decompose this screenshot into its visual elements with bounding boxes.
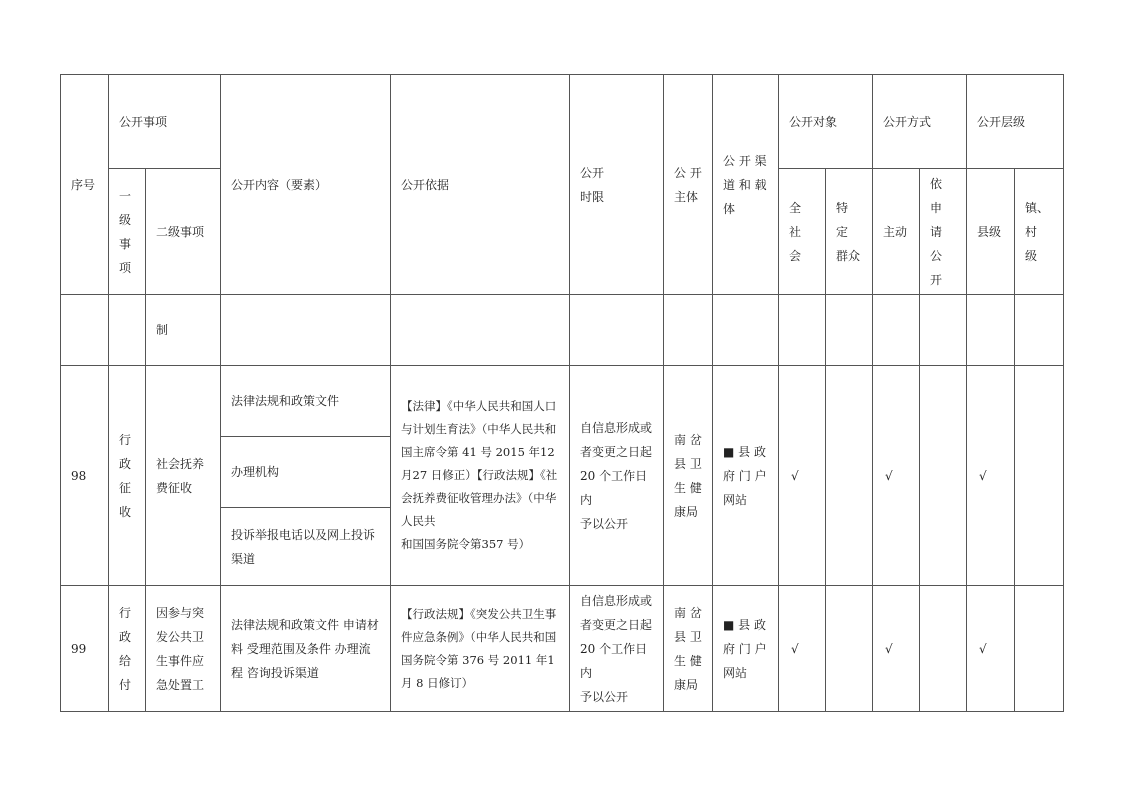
header-method-active: 主动 <box>873 169 920 295</box>
check-county: √ <box>967 366 1015 586</box>
header-target-all: 全 社 会 <box>779 169 826 295</box>
row-content: 办理机构 <box>221 437 391 508</box>
continuation-level2: 制 <box>146 295 221 366</box>
header-method-apply: 依 申 请 公 开 <box>920 169 967 295</box>
check-specific <box>826 586 873 712</box>
header-public-items: 公开事项 <box>109 75 221 169</box>
header-content: 公开内容（要素） <box>221 75 391 295</box>
header-target: 公开对象 <box>779 75 873 169</box>
row-time-limit: 自信息形成或 者变更之日起 20 个工作日内 予以公开 <box>570 586 664 712</box>
row-channel: ■ 县 政 府 门 户 网站 <box>713 586 779 712</box>
table-row <box>61 586 1064 712</box>
row-level1: 行 政 征 收 <box>109 366 146 586</box>
row-level1: 行 政 给 付 <box>109 586 146 712</box>
header-row-1 <box>61 75 1064 169</box>
header-level-county: 县级 <box>967 169 1015 295</box>
row-basis: 【行政法规】《突发公共卫生事 件应急条例》（中华人民共和国 国务院令第 376 号 2011 年1 月 8 日修订） <box>391 586 570 712</box>
row-level2: 因参与突 发公共卫 生事件应 急处置工 <box>146 586 221 712</box>
header-channel: 公 开 渠 道 和 载 体 <box>713 75 779 295</box>
row-content: 法律法规和政策文件 <box>221 366 391 437</box>
check-all: √ <box>779 586 826 712</box>
header-level: 公开层级 <box>967 75 1064 169</box>
check-town <box>1015 586 1064 712</box>
check-active: √ <box>873 366 920 586</box>
row-content: 投诉举报电话以及网上投诉 渠道 <box>221 508 391 586</box>
row-seq: 98 <box>61 366 109 586</box>
row-subject: 南 岔 县 卫 生 健 康局 <box>664 366 713 586</box>
header-level2: 二级事项 <box>146 169 221 295</box>
header-seq: 序号 <box>61 75 109 295</box>
check-town <box>1015 366 1064 586</box>
check-apply <box>920 366 967 586</box>
header-basis: 公开依据 <box>391 75 570 295</box>
row-subject: 南 岔 县 卫 生 健 康局 <box>664 586 713 712</box>
row-content: 法律法规和政策文件 申请材 料 受理范围及条件 办理流 程 咨询投诉渠道 <box>221 586 391 712</box>
disclosure-table <box>60 74 1064 712</box>
check-apply <box>920 586 967 712</box>
header-method: 公开方式 <box>873 75 967 169</box>
header-level-town: 镇、 村 级 <box>1015 169 1064 295</box>
row-time-limit: 自信息形成或 者变更之日起 20 个工作日内 予以公开 <box>570 366 664 586</box>
table-row <box>61 366 1064 437</box>
check-specific <box>826 366 873 586</box>
header-subject: 公 开 主体 <box>664 75 713 295</box>
row-basis: 【法律】《中华人民共和国人口 与计划生育法》（中华人民共和 国主席令第 41 号 2015 年12 月27 日修正）【行政法规】《社 会抚养费征收管理办法》（中华人民共 和国国务院令第357 号） <box>391 366 570 586</box>
check-active: √ <box>873 586 920 712</box>
header-target-specific: 特 定 群众 <box>826 169 873 295</box>
row-level2: 社会抚养 费征收 <box>146 366 221 586</box>
header-time-limit: 公开 时限 <box>570 75 664 295</box>
row-seq: 99 <box>61 586 109 712</box>
header-level1: 一 级 事 项 <box>109 169 146 295</box>
row-channel: ■ 县 政 府 门 户 网站 <box>713 366 779 586</box>
continuation-row <box>61 295 1064 366</box>
check-all: √ <box>779 366 826 586</box>
check-county: √ <box>967 586 1015 712</box>
